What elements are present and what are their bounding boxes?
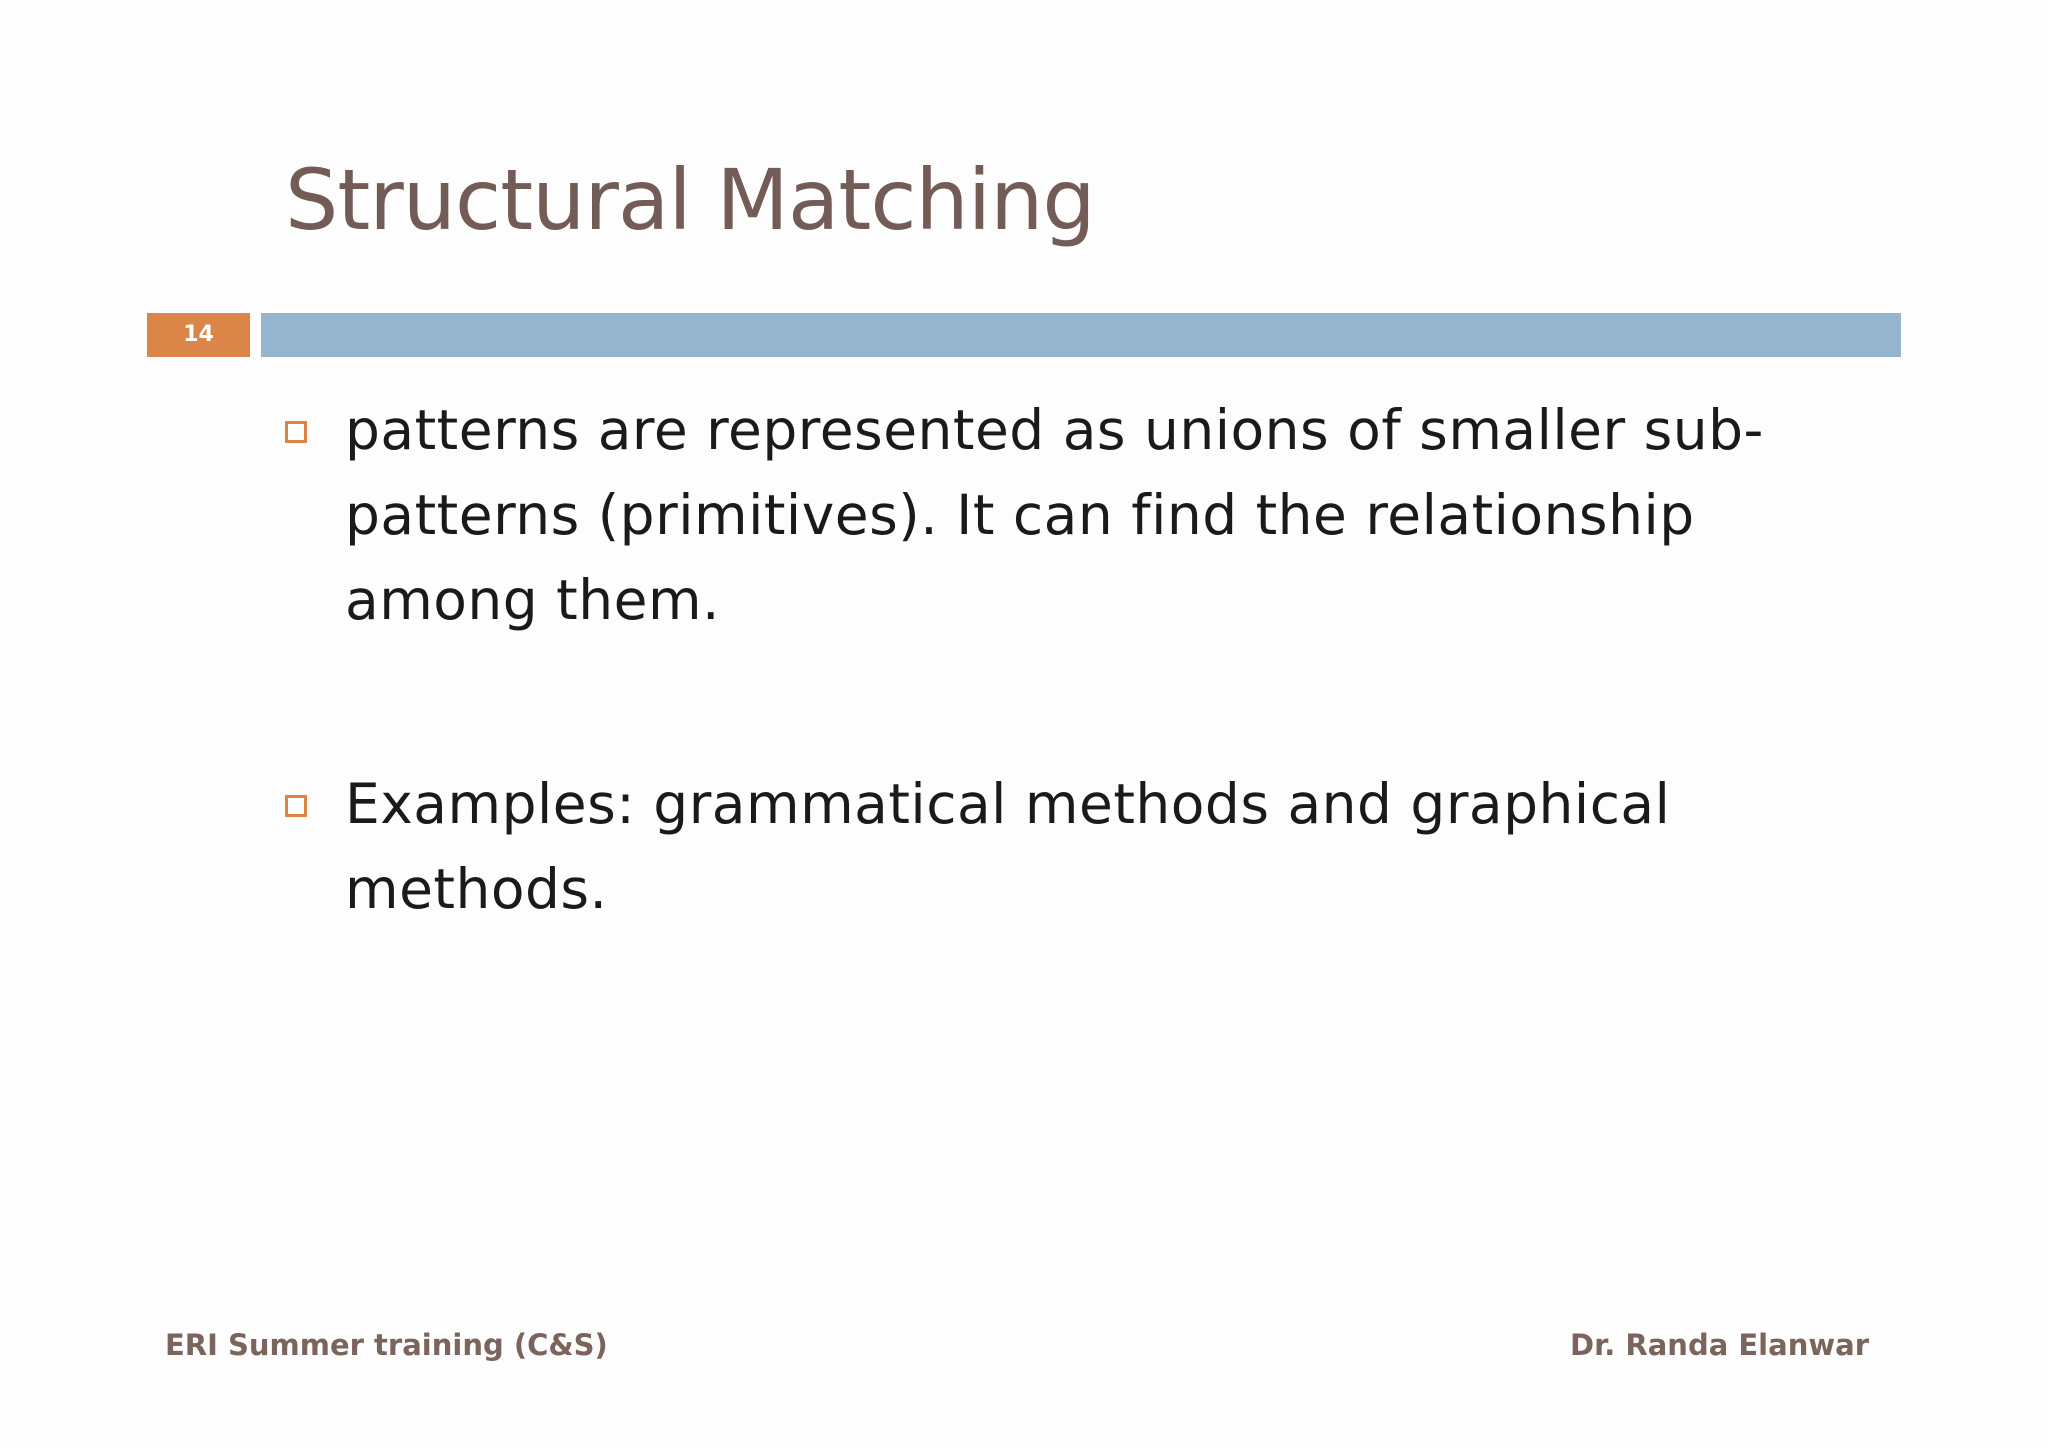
bullet-text: patterns are represented as unions of smaller sub-patterns (primitives). It can find the relationship among them.: [345, 398, 1764, 632]
square-bullet-icon: [285, 421, 307, 443]
footer-author: Dr. Randa Elanwar: [1570, 1328, 1869, 1362]
square-bullet-icon: [285, 795, 307, 817]
bullet-text: Examples: grammatical methods and graphical methods.: [345, 772, 1671, 921]
slide-number-badge: 14: [147, 313, 250, 357]
footer-course: ERI Summer training (C&S): [165, 1328, 608, 1362]
title-divider-bar: [261, 313, 1901, 357]
slide-title: Structural Matching: [285, 151, 1095, 249]
